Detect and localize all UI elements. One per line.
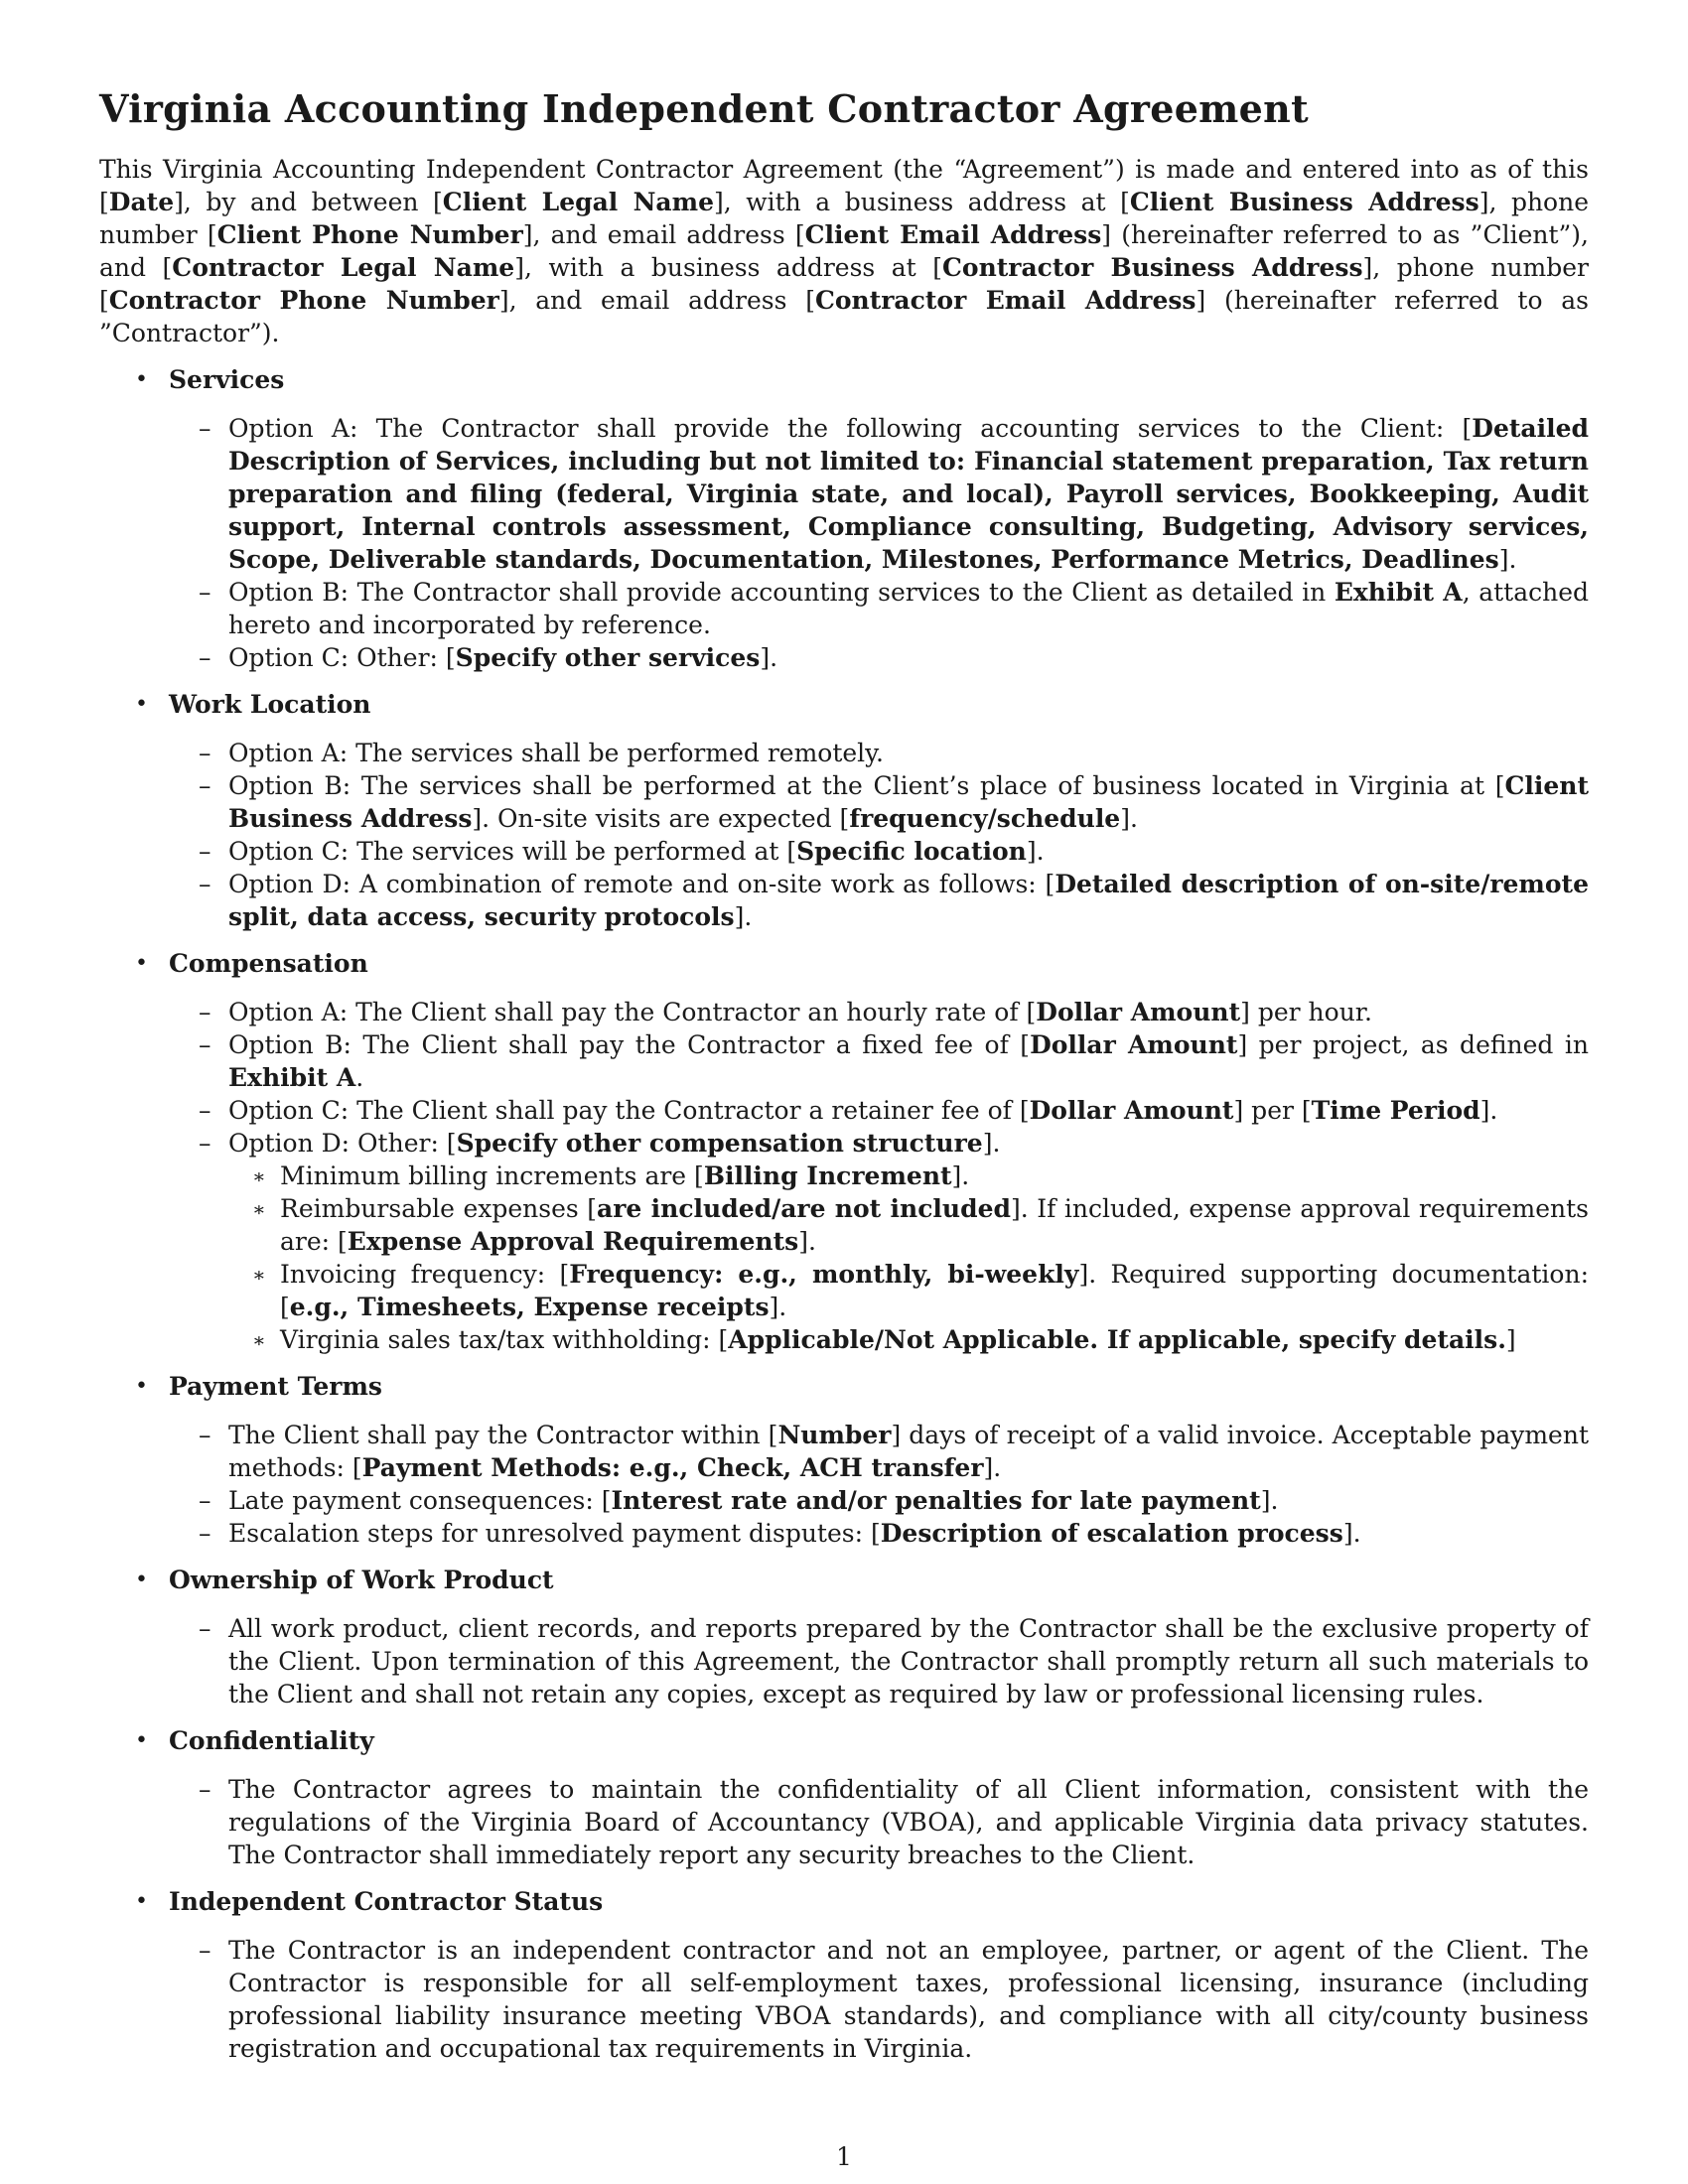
placeholder-field: Detailed description of on-site/remote split, data access, security protocols <box>228 870 1589 931</box>
section-heading: Compensation <box>169 949 368 978</box>
section-heading: Work Location <box>169 690 371 719</box>
dash-icon: – <box>199 771 211 800</box>
option-item: – Option B: The services shall be performed at the Client’s place of business located in Virginia at [Client Business Address]. On-site visits are expected [frequency/schedule]. <box>199 771 1589 833</box>
option-item: – Option C: The services will be performed at [Specific location]. <box>199 837 1045 866</box>
placeholder-field: Client Business Address <box>1129 188 1479 216</box>
placeholder-field: Client Phone Number <box>216 220 523 249</box>
section-list <box>99 363 1589 2065</box>
option-item: – Late payment consequences: [Interest rate and/or penalties for late payment]. <box>199 1486 1279 1515</box>
placeholder-field: e.g., Timesheets, Expense receipts <box>289 1293 770 1321</box>
dash-icon: – <box>199 837 211 866</box>
option-item: – Escalation steps for unresolved payment disputes: [Description of escalation process]. <box>199 1519 1361 1548</box>
option-item: – The Contractor is an independent contractor and not an employee, partner, or agent of the Client. The Contractor is responsible for all self-employment taxes, professional licensing, insurance (including professional liability insurance meeting VBOA standards), and compliance with all city/county business registration and occupational tax requirements in Virginia. <box>199 1936 1589 2063</box>
option-item: – The Contractor agrees to maintain the confidentiality of all Client information, consistent with the regulations of the Virginia Board of Accountancy (VBOA), and applicable Virginia data privacy statutes. The Contractor shall immediately report any security breaches to the Client. <box>199 1775 1589 1869</box>
option-item: – Option D: Other: [Specify other compensation structure]. ∗ Minimum billing increments are [Billing Increment]. ∗ Reimbursable expenses [are included/are not included]. If included, expense approval requirements are: [Expense Approval Requirements]. ∗ Invoicing frequency: [Frequency: e.g., monthly, bi-weekly]. Required supporting documentation: [e.g., Timesheets, Expense receipts]. ∗ Virginia sales tax/tax withholding: [Applicable/Not Applicable. If applicable, specify details.] <box>169 1127 1589 1356</box>
section-item <box>99 688 1589 933</box>
option-item: – Option A: The Contractor shall provide the following accounting services to the Client: [Detailed Description of Services, including but not limited to: Financial statement preparation, Tax return preparation and filing (federal, Virginia state, and local), Payroll services, Bookkeeping, Audit support, Internal controls assessment, Compliance consulting, Budgeting, Advisory services, Scope, Deliverable standards, Documentation, Milestones, Performance Metrics, Deadlines]. <box>199 414 1589 574</box>
document-body <box>99 85 1589 2065</box>
asterisk-icon: ∗ <box>252 1197 266 1221</box>
bullet-icon: • <box>135 1728 148 1753</box>
option-list <box>169 1773 1589 1871</box>
option-item: – Option D: A combination of remote and on-site work as follows: [Detailed description of on-site/remote split, data access, security protocols]. <box>199 870 1589 931</box>
page-number: 1 <box>836 2142 852 2171</box>
placeholder-field: Expense Approval Requirements <box>347 1227 799 1256</box>
dash-icon: – <box>199 1096 211 1125</box>
sub-option-list <box>228 1160 1589 1356</box>
placeholder-field: Exhibit A <box>228 1063 356 1092</box>
placeholder-field: Client Business Address <box>228 771 1589 833</box>
asterisk-icon: ∗ <box>252 1328 266 1352</box>
section-item <box>99 1724 1589 1871</box>
placeholder-field: Dollar Amount <box>1029 1096 1234 1125</box>
bullet-icon: • <box>135 1374 148 1399</box>
placeholder-field: Specify other compensation structure <box>456 1129 983 1158</box>
placeholder-field: Interest rate and/or penalties for late payment <box>611 1486 1261 1515</box>
option-item: – Option C: The Client shall pay the Contractor a retainer fee of [Dollar Amount] per [Time Period]. <box>199 1096 1498 1125</box>
option-list <box>169 1419 1589 1550</box>
placeholder-field: Number <box>777 1421 892 1449</box>
section-item <box>99 1564 1589 1710</box>
option-list <box>169 412 1589 674</box>
bullet-icon: • <box>135 692 148 717</box>
dash-icon: – <box>199 1519 211 1548</box>
dash-icon: – <box>199 1486 211 1515</box>
placeholder-field: Specify other services <box>455 643 761 672</box>
dash-icon: – <box>199 1421 211 1449</box>
option-item: – Option C: Other: [Specify other services]. <box>199 643 778 672</box>
placeholder-field: Client Email Address <box>804 220 1102 249</box>
placeholder-field: Applicable/Not Applicable. If applicable, specify details. <box>728 1325 1506 1354</box>
bullet-icon: • <box>135 1568 148 1592</box>
placeholder-field: Billing Increment <box>703 1161 952 1190</box>
section-heading: Services <box>169 365 285 394</box>
option-item: – Option A: The Client shall pay the Contractor an hourly rate of [Dollar Amount] per hour. <box>199 998 1372 1026</box>
dash-icon: – <box>199 1614 211 1643</box>
bullet-icon: • <box>135 1889 148 1914</box>
placeholder-field: Detailed Description of Services, including but not limited to: Financial statement preparation, Tax return preparation and filing (federal, Virginia state, and local), Payroll services, Bookkeeping, Audit support, Internal controls assessment, Compliance consulting, Budgeting, Advisory services, Scope, Deliverable standards, Documentation, Milestones, Performance Metrics, Deadlines <box>228 414 1589 574</box>
dash-icon: – <box>199 643 211 672</box>
sub-option-item: ∗ Invoicing frequency: [Frequency: e.g., monthly, bi-weekly]. Required supporting documentation: [e.g., Timesheets, Expense receipts]. <box>252 1260 1590 1321</box>
asterisk-icon: ∗ <box>252 1164 266 1188</box>
option-item: – Option A: The services shall be performed remotely. <box>199 739 884 767</box>
placeholder-field: Contractor Phone Number <box>108 286 499 315</box>
section-item <box>99 363 1589 674</box>
placeholder-field: Dollar Amount <box>1030 1030 1238 1059</box>
placeholder-field: Client Legal Name <box>442 188 714 216</box>
placeholder-field: Exhibit A <box>1334 578 1463 607</box>
placeholder-field: Contractor Email Address <box>814 286 1196 315</box>
placeholder-field: Specific location <box>796 837 1027 866</box>
section-heading: Payment Terms <box>169 1372 382 1401</box>
sub-option-item: ∗ Reimbursable expenses [are included/are not included]. If included, expense approval requirements are: [Expense Approval Requirements]. <box>252 1194 1589 1256</box>
placeholder-field: Description of escalation process <box>880 1519 1343 1548</box>
dash-icon: – <box>199 578 211 607</box>
section-item <box>99 1370 1589 1550</box>
sub-option-item: ∗ Minimum billing increments are [Billing Increment]. <box>228 1160 1589 1192</box>
placeholder-field: are included/are not included <box>597 1194 1011 1223</box>
section-heading: Ownership of Work Product <box>169 1566 554 1594</box>
intro-paragraph: This Virginia Accounting Independent Contractor Agreement (the “Agreement”) is made and entered into as of this [Date], by and between [Client Legal Name], with a business address at [Client Business Address], phone number [Client Phone Number], and email address [Client Email Address] (hereinafter referred to as ”Client”), and [Contractor Legal Name], with a business address at [Contractor Business Address], phone number [Contractor Phone Number], and email address [Contractor Email Address] (hereinafter referred to as ”Contractor”). <box>99 155 1590 347</box>
option-item: – The Client shall pay the Contractor within [Number] days of receipt of a valid invoice. Acceptable payment methods: [Payment Methods: e.g., Check, ACH transfer]. <box>199 1421 1589 1482</box>
option-list <box>169 1934 1589 2065</box>
dash-icon: – <box>199 414 211 443</box>
bullet-icon: • <box>135 367 148 392</box>
section-item <box>99 1885 1589 2065</box>
placeholder-field: Time Period <box>1311 1096 1480 1125</box>
placeholder-field: Contractor Business Address <box>942 253 1363 282</box>
section-heading: Independent Contractor Status <box>169 1887 604 1916</box>
placeholder-field: Frequency: e.g., monthly, bi-weekly <box>569 1260 1079 1289</box>
dash-icon: – <box>199 1936 211 1965</box>
placeholder-field: Payment Methods: e.g., Check, ACH transfer <box>361 1453 984 1482</box>
bullet-icon: • <box>135 951 148 976</box>
placeholder-field: Contractor Legal Name <box>172 253 515 282</box>
placeholder-field: Dollar Amount <box>1036 998 1241 1026</box>
dash-icon: – <box>199 1030 211 1059</box>
section-heading: Confidentiality <box>169 1726 374 1755</box>
dash-icon: – <box>199 1775 211 1804</box>
dash-icon: – <box>199 870 211 898</box>
dash-icon: – <box>199 739 211 767</box>
placeholder-field: frequency/schedule <box>849 804 1121 833</box>
dash-icon: – <box>199 1129 211 1158</box>
section-item <box>99 947 1589 1356</box>
sub-option-item: ∗ Virginia sales tax/tax withholding: [Applicable/Not Applicable. If applicable, specify details.] <box>228 1323 1589 1356</box>
option-list <box>169 996 1589 1356</box>
option-item: – Option B: The Contractor shall provide accounting services to the Client as detailed in Exhibit A, attached hereto and incorporated by reference. <box>199 578 1590 639</box>
option-item: – All work product, client records, and reports prepared by the Contractor shall be the exclusive property of the Client. Upon termination of this Agreement, the Contractor shall promptly return all such materials to the Client and shall not retain any copies, except as required by law or professional licensing rules. <box>199 1614 1589 1708</box>
asterisk-icon: ∗ <box>252 1263 266 1287</box>
document-title: Virginia Accounting Independent Contractor Agreement <box>99 86 1309 131</box>
option-list <box>169 1612 1589 1710</box>
option-list <box>169 737 1589 933</box>
dash-icon: – <box>199 998 211 1026</box>
option-item: – Option B: The Client shall pay the Contractor a fixed fee of [Dollar Amount] per project, as defined in Exhibit A. <box>199 1030 1589 1092</box>
placeholder-field: Date <box>108 188 175 216</box>
